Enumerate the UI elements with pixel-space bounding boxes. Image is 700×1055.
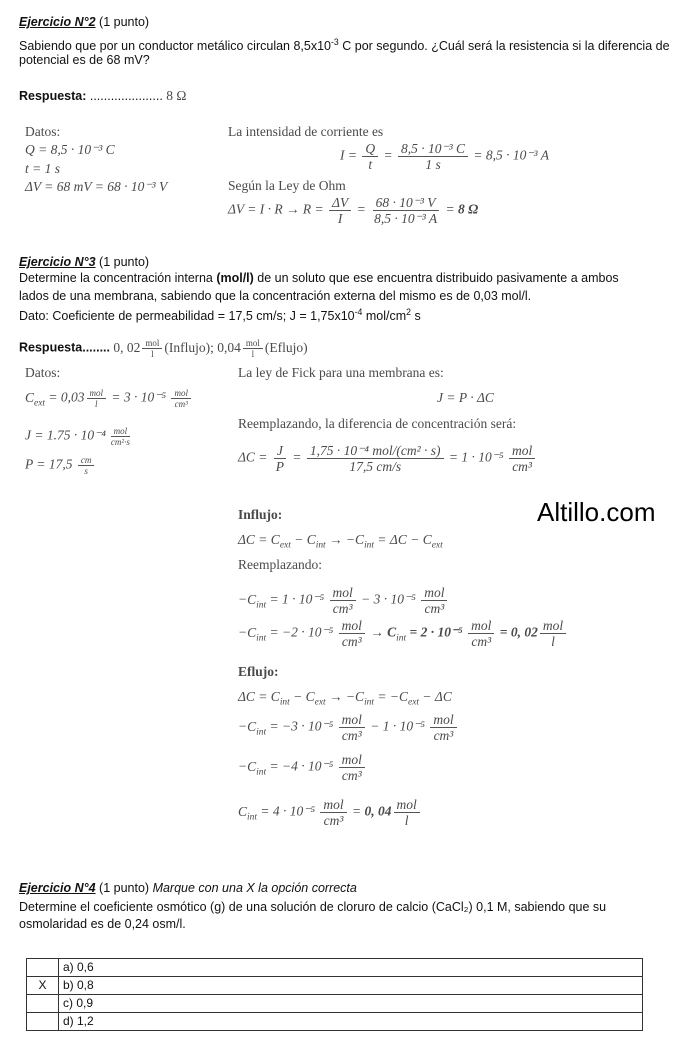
denominator: cm³ <box>341 728 362 743</box>
numerator: mol <box>394 797 420 813</box>
options-table <box>26 958 643 1031</box>
fraction <box>320 797 346 828</box>
var-base: C <box>247 718 257 734</box>
math-text: (Eflujo) <box>264 339 308 355</box>
subscripted-var <box>422 532 443 551</box>
var-subscript: int <box>256 633 267 644</box>
fraction <box>540 618 566 649</box>
math-text: = 8,5 · 10⁻³ A <box>470 147 549 163</box>
math-text: − <box>238 718 248 734</box>
math-text: 0, 02 <box>110 339 141 355</box>
fraction <box>243 338 263 359</box>
math-text: ΔC = <box>238 449 271 465</box>
datos-label: Datos: <box>25 124 61 139</box>
numerator: ΔV <box>329 195 351 211</box>
math-text: = 4 · 10⁻⁵ <box>256 803 319 819</box>
math-text: = −2 · 10⁻⁵ <box>266 624 337 640</box>
numerator: mol <box>339 618 365 634</box>
denominator: t <box>368 157 373 172</box>
var-subscript: int <box>256 600 267 611</box>
math-text: = −3 · 10⁻⁵ <box>266 718 337 734</box>
var-base: C <box>422 532 432 547</box>
math-text: ΔC = <box>238 689 271 704</box>
denominator: l <box>251 349 255 359</box>
datos-dv: ΔV = 68 mV = 68 · 10⁻³ V <box>25 179 168 194</box>
math-text: − <box>289 689 306 704</box>
denominator: cm³ <box>323 813 344 828</box>
denominator: cm³ <box>424 601 445 616</box>
datos-p <box>25 455 96 476</box>
fraction <box>339 752 365 783</box>
ex3-title: Ejercicio N°3 <box>19 255 96 269</box>
ex3-heading <box>19 254 149 270</box>
table-row[interactable] <box>27 1013 643 1031</box>
ex4-question-line1: Determine el coeficiente osmótico (g) de una solución de cloruro de calcio (CaCl₂) 0,1 M, sabiendo que su <box>19 900 607 914</box>
eflujo-eq3 <box>238 752 367 783</box>
subscripted-var <box>25 389 46 409</box>
numerator: cm <box>78 455 95 466</box>
var-subscript: int <box>256 767 267 778</box>
var-subscript: int <box>396 633 407 644</box>
denominator: cm³ <box>471 634 492 649</box>
subscripted-var <box>247 758 267 778</box>
var-subscript: int <box>247 812 257 823</box>
fraction <box>330 585 356 616</box>
superscript: -4 <box>354 307 363 317</box>
math-text: J = 1.75 · 10⁻⁴ <box>25 427 106 443</box>
math-text: − <box>290 532 307 547</box>
influjo-heading: Influjo: <box>238 507 283 522</box>
math-text: P = 17,5 <box>25 456 76 472</box>
math-text: I = <box>340 147 361 163</box>
math-text: = 1 · 10⁻⁵ <box>445 449 507 465</box>
math-text: = 0,03 <box>45 389 85 405</box>
fraction <box>108 426 133 447</box>
superscript: -3 <box>331 37 339 47</box>
numerator: mol <box>339 712 365 728</box>
text: Dato: Coeficiente de permeabilidad = 17,5 cm/s; J = 1,75x10 <box>19 309 355 324</box>
numerator: 1,75 · 10⁻⁴ mol/(cm² · s) <box>307 443 444 459</box>
var-base: C <box>25 389 35 405</box>
var-base: C <box>355 532 365 547</box>
ex2-ohm-label: Según la Ley de Ohm <box>228 178 346 193</box>
var-base: C <box>247 591 257 607</box>
var-base: C <box>305 689 315 704</box>
math-text: = <box>380 147 396 163</box>
var-subscript: int <box>256 727 267 738</box>
math-text: − 3 · 10⁻⁵ <box>357 591 420 607</box>
denominator: cm³ <box>174 399 188 409</box>
var-subscript: ext <box>408 697 420 708</box>
subscripted-var <box>247 591 267 611</box>
denominator: l <box>404 813 409 828</box>
fraction <box>430 712 456 743</box>
subscripted-var <box>247 624 267 644</box>
datos-q: Q = 8,5 · 10⁻³ C <box>25 142 115 157</box>
var-subscript: ext <box>279 540 291 551</box>
numerator: mol <box>87 388 107 399</box>
text: mol/cm <box>362 309 407 324</box>
var-subscript: ext <box>34 398 46 409</box>
text: de un soluto que ese encuentra distribuido pasivamente a ambos <box>253 271 619 285</box>
var-base: C <box>238 803 248 819</box>
numerator: mol <box>243 338 263 349</box>
numerator: J <box>274 443 286 459</box>
numerator: 68 · 10⁻³ V <box>373 195 439 211</box>
var-base: C <box>270 689 280 704</box>
numerator: mol <box>330 585 356 601</box>
ex2-answer <box>19 88 186 104</box>
math-text: J = P · ΔC <box>437 390 494 405</box>
ex3-question-line3 <box>19 304 421 324</box>
datos-label: Datos: <box>25 365 61 380</box>
var-subscript: ext <box>431 540 443 551</box>
math-text: = <box>442 201 458 217</box>
bold-math: = 2 · 10⁻⁵ <box>406 624 467 640</box>
option-label: a) 0,6 <box>59 959 643 977</box>
var-base: C <box>399 689 409 704</box>
denominator: s <box>84 466 88 476</box>
denominator: 17,5 cm/s <box>349 459 402 474</box>
answer-label: Respuesta........ <box>19 340 111 355</box>
var-base: C <box>270 532 280 547</box>
option-label: d) 1,2 <box>59 1013 643 1031</box>
math-text: − <box>238 624 248 640</box>
fraction <box>421 585 447 616</box>
replace-label: Reemplazando, la diferencia de concentración será: <box>238 416 517 431</box>
ex3-points: (1 punto) <box>99 255 150 269</box>
math-text: → − <box>325 689 356 704</box>
numerator: mol <box>142 338 162 349</box>
answer-label: Respuesta: <box>19 89 87 103</box>
option-mark[interactable] <box>27 995 59 1013</box>
fraction <box>307 443 444 474</box>
numerator: mol <box>339 752 365 768</box>
math-text: − <box>238 591 248 607</box>
denominator: cm²·s <box>110 437 130 447</box>
bold-math: 8 Ω <box>458 201 479 217</box>
denominator: 8,5 · 10⁻³ A <box>374 211 438 226</box>
var-subscript: int <box>315 540 326 551</box>
bold-math: 0, 04 <box>364 803 392 819</box>
answer-dots: ..................... <box>86 89 167 103</box>
var-base: C <box>247 624 257 640</box>
fraction <box>273 443 287 474</box>
math-text: (Influjo); 0,04 <box>164 339 241 355</box>
fraction <box>339 712 365 743</box>
text: Determine la concentración interna <box>19 271 217 285</box>
var-base: C <box>355 689 365 704</box>
fraction <box>398 141 468 172</box>
fraction <box>329 195 351 226</box>
subscripted-var <box>238 803 257 823</box>
fraction <box>371 195 440 226</box>
subscripted-var <box>306 532 326 551</box>
text: C por segundo. ¿Cuál será la resistencia si la diferencia de <box>338 39 670 54</box>
denominator: cm³ <box>341 768 362 783</box>
fraction <box>509 443 535 474</box>
denominator: cm³ <box>332 601 353 616</box>
subscripted-var <box>355 689 375 708</box>
numerator: Q <box>362 141 378 157</box>
answer-value: 8 Ω <box>166 88 187 103</box>
influjo-eq1 <box>238 532 443 554</box>
denominator: cm³ <box>341 634 362 649</box>
watermark-logo: Altillo.com <box>537 497 656 527</box>
denominator: cm³ <box>433 728 454 743</box>
subscripted-var <box>305 689 326 708</box>
text: (mol/l) <box>216 271 254 285</box>
math-text: ΔC = <box>238 532 271 547</box>
math-text: = − <box>374 689 400 704</box>
math-text: − ΔC <box>419 689 452 704</box>
fick-equation <box>437 390 494 406</box>
table-row[interactable] <box>27 959 643 977</box>
ex2-title: Ejercicio N°2 <box>19 15 96 29</box>
influjo-eq3 <box>238 618 568 649</box>
superscript: 2 <box>406 307 412 317</box>
ex2-current-equation <box>340 141 549 172</box>
table-row[interactable] <box>27 977 643 995</box>
eflujo-heading: Eflujo: <box>238 664 279 679</box>
ex4-question-line2: osmolaridad es de 0,24 osm/l. <box>19 917 186 931</box>
math-text: = 1 · 10⁻⁵ <box>266 591 328 607</box>
var-base: C <box>306 532 316 547</box>
ex2-ohm-equation <box>228 195 478 226</box>
fraction <box>362 141 378 172</box>
denominator: l <box>95 399 98 409</box>
text: Sabiendo que por un conductor metálico circulan 8,5x10 <box>19 39 332 54</box>
ex4-instruction: Marque con una X la opción correcta <box>152 881 357 895</box>
fraction <box>171 388 191 409</box>
numerator: 8,5 · 10⁻³ C <box>398 141 468 157</box>
denominator: I <box>337 211 343 226</box>
denominator: cm³ <box>512 459 532 474</box>
subscripted-var <box>399 689 420 708</box>
denominator: l <box>151 349 154 359</box>
math-text: − <box>238 758 248 774</box>
numerator: mol <box>171 388 191 399</box>
ex3-answer <box>19 338 308 359</box>
ex3-question-line2: lados de una membrana, sabiendo que la concentración externa del mismo es de 0,03 mol/l. <box>19 289 532 303</box>
fraction <box>78 455 95 476</box>
ex4-heading <box>19 880 357 896</box>
option-label: b) 0,8 <box>59 977 643 995</box>
replace-label-2: Reemplazando: <box>238 557 322 572</box>
math-text: = ΔC − <box>374 532 423 547</box>
bold-math: C <box>387 624 397 640</box>
numerator: mol <box>421 585 447 601</box>
fraction <box>394 797 420 828</box>
answer-value <box>110 338 308 359</box>
option-label: c) 0,9 <box>59 995 643 1013</box>
denominator: P <box>275 459 285 474</box>
ex4-title: Ejercicio N°4 <box>19 881 96 895</box>
influjo-eq2 <box>238 585 449 616</box>
datos-j <box>25 426 135 447</box>
datos-cext <box>25 388 193 411</box>
denominator: l <box>551 634 555 649</box>
math-text: → − <box>325 532 356 547</box>
math-text: = 3 · 10⁻⁵ <box>108 389 170 405</box>
delta-c-equation <box>238 443 537 474</box>
math-text: = −4 · 10⁻⁵ <box>266 758 337 774</box>
math-text: ΔV = I · R → R = <box>228 201 328 217</box>
datos-t: t = 1 s <box>25 161 60 176</box>
var-subscript: ext <box>314 697 326 708</box>
ex2-question-line2: potencial es de 68 mV? <box>19 53 150 67</box>
var-subscript: int <box>279 697 290 708</box>
option-mark[interactable]: X <box>27 977 59 995</box>
bold-math: = 0, 02 <box>496 624 538 640</box>
ex3-question-line1 <box>19 270 681 286</box>
fraction <box>468 618 494 649</box>
var-base: C <box>247 758 257 774</box>
fick-label: La ley de Fick para una membrana es: <box>238 365 444 380</box>
eflujo-eq1 <box>238 689 452 711</box>
ex2-intensity-label: La intensidad de corriente es <box>228 124 384 139</box>
ex4-points: (1 punto) <box>99 881 150 895</box>
subscripted-var <box>247 718 267 738</box>
subscripted-var <box>396 625 407 644</box>
var-subscript: int <box>364 540 375 551</box>
denominator: 1 s <box>425 157 441 172</box>
text: s <box>411 309 421 324</box>
math-text: = <box>353 201 370 217</box>
table-row[interactable] <box>27 995 643 1013</box>
math-text: − 1 · 10⁻⁵ <box>366 718 429 734</box>
fraction <box>339 618 365 649</box>
ex2-points: (1 punto) <box>99 15 150 29</box>
option-mark[interactable] <box>27 1013 59 1031</box>
fraction <box>142 338 162 359</box>
subscripted-var <box>270 689 290 708</box>
eflujo-eq4 <box>238 797 422 828</box>
var-subscript: int <box>364 697 375 708</box>
numerator: mol <box>320 797 346 813</box>
math-text: = <box>348 803 365 819</box>
numerator: mol <box>468 618 494 634</box>
eflujo-eq2 <box>238 712 459 743</box>
fraction <box>87 388 107 409</box>
subscripted-var <box>270 532 291 551</box>
option-mark[interactable] <box>27 959 59 977</box>
numerator: mol <box>430 712 456 728</box>
subscripted-var <box>355 532 375 551</box>
numerator: mol <box>111 426 131 437</box>
math-text: → <box>366 624 388 640</box>
math-text: = <box>289 449 305 465</box>
numerator: mol <box>509 443 535 459</box>
ex2-heading <box>19 14 149 30</box>
numerator: mol <box>540 618 566 634</box>
